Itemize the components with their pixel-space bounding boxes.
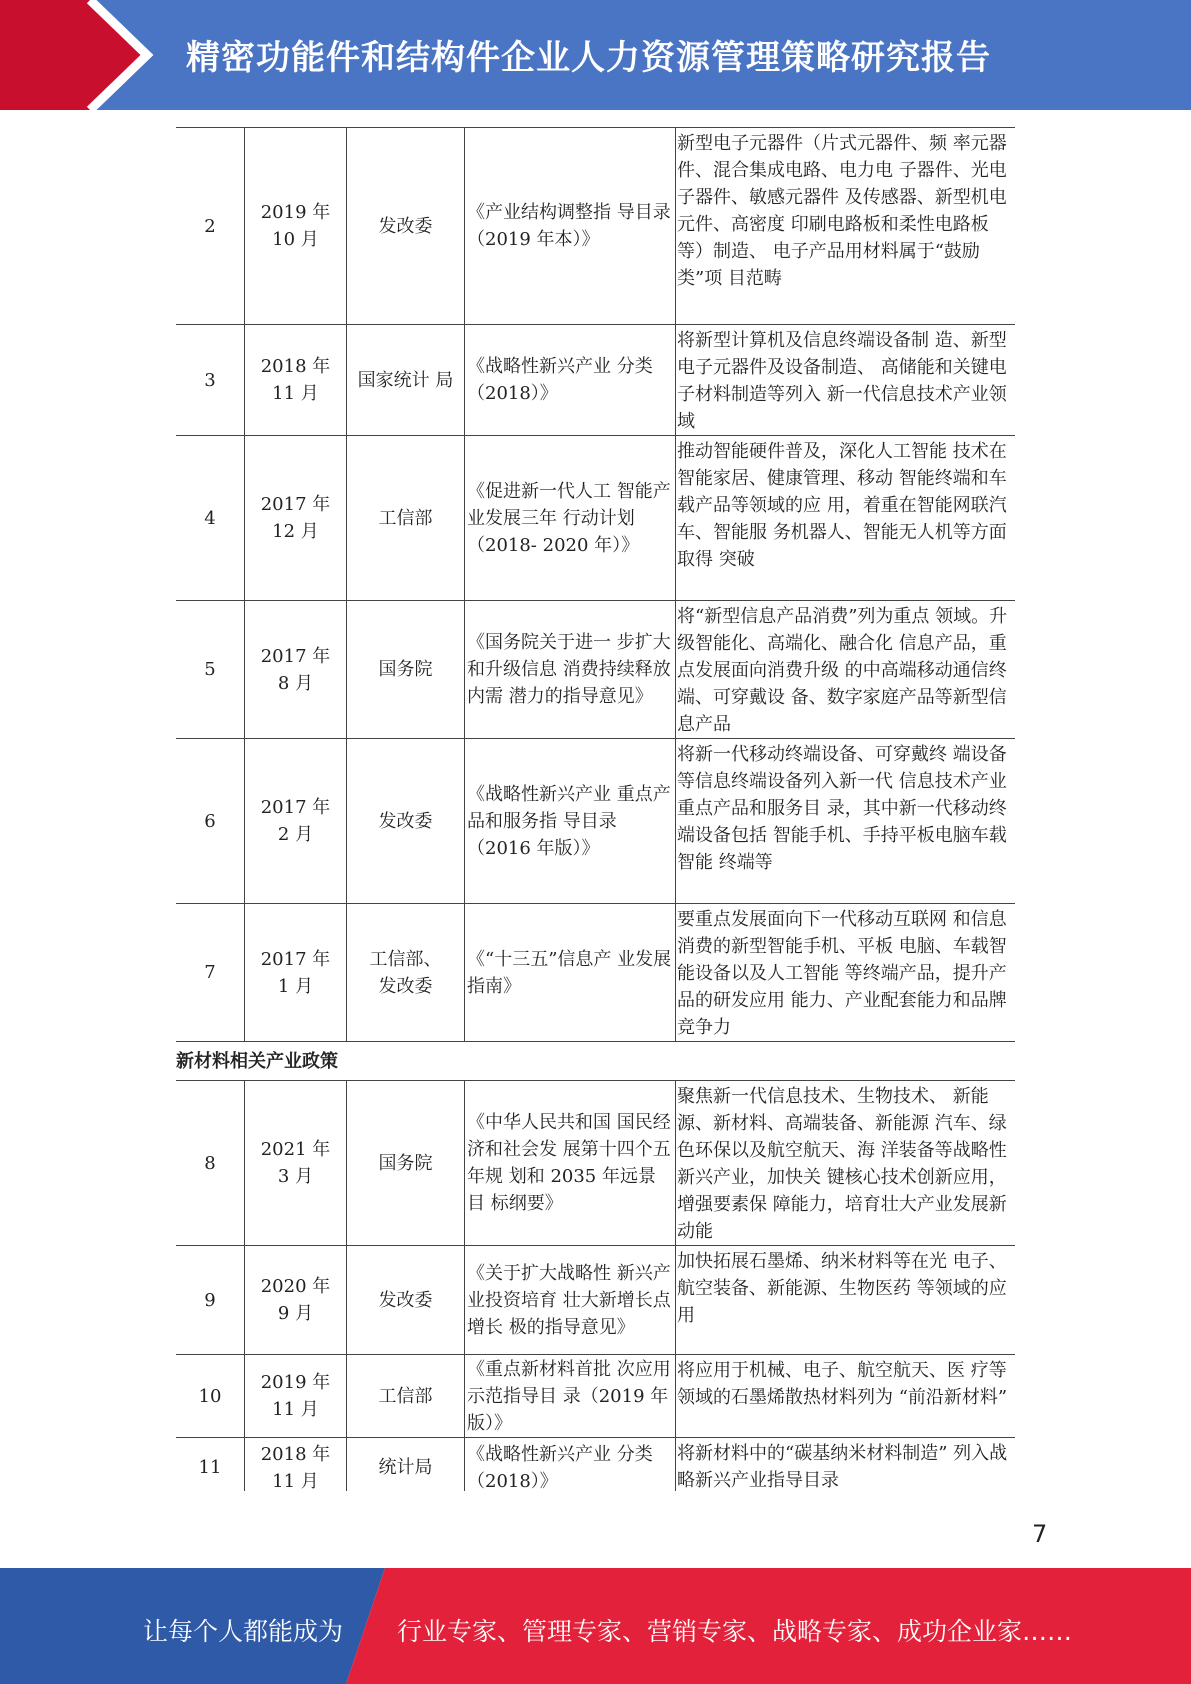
policy-content: 将“新型信息产品消费”列为重点 领域。升级智能化、高端化、融合化 信息产品，重点发展面向消费升级 的中高端移动通信终端、可穿戴设 备、数字家庭产品等新型信息产品 bbox=[677, 606, 1008, 735]
date-cell bbox=[245, 739, 347, 904]
content-cell bbox=[676, 1438, 1016, 1492]
table-row bbox=[176, 1246, 1015, 1355]
policy-content: 将新型计算机及信息终端设备制 造、新型电子元器件及设备制造、 高储能和关键电子材料制造等列入 新一代信息技术产业领域 bbox=[677, 330, 1007, 432]
date-year: 2017 年 bbox=[260, 797, 331, 818]
date-year: 2019 年 bbox=[260, 202, 331, 223]
row-number-cell bbox=[176, 1438, 245, 1492]
org-name: 国务院 bbox=[378, 1152, 433, 1174]
row-number-cell bbox=[176, 601, 245, 739]
document-cell bbox=[465, 325, 676, 436]
row-number-cell bbox=[176, 1246, 245, 1355]
date-year: 2021 年 bbox=[260, 1139, 331, 1160]
table-row bbox=[176, 436, 1015, 601]
date-cell bbox=[245, 1246, 347, 1355]
row-number: 11 bbox=[198, 1457, 222, 1478]
policy-content: 将新一代移动终端设备、可穿戴终 端设备等信息终端设备列入新一代 信息技术产业重点产品和服务目 录，其中新一代移动终端设备包括 智能手机、手持平板电脑车载智能 终端等 bbox=[677, 744, 1007, 873]
content-cell bbox=[676, 128, 1016, 325]
org-cell bbox=[347, 601, 465, 739]
date-year: 2017 年 bbox=[260, 645, 331, 667]
policy-content: 要重点发展面向下一代移动互联网 和信息消费的新型智能手机、平板 电脑、车载智能设备以及人工智能 等终端产品，提升产品的研发应用 能力、产业配套能力和品牌竞争力 bbox=[677, 909, 1007, 1038]
table-row bbox=[176, 904, 1015, 1042]
org-cell bbox=[347, 1438, 465, 1492]
page-footer bbox=[0, 1568, 1191, 1684]
document-title: 《战略性新兴产业 分类（2018）》 bbox=[467, 356, 653, 404]
document-title: 《促进新一代人工 智能产业发展三年 行动计划（2018- 2020 年）》 bbox=[467, 480, 671, 556]
date-month: 11 月 bbox=[272, 1470, 319, 1491]
policy-content: 将应用于机械、电子、航空航天、医 疗等领域的石墨烯散热材料列为 “前沿新材料” bbox=[677, 1360, 1008, 1408]
org-cell bbox=[347, 128, 465, 325]
page-number: 7 bbox=[1032, 1520, 1048, 1548]
content-cell bbox=[676, 739, 1016, 904]
org-cell bbox=[347, 1355, 465, 1438]
row-number-cell bbox=[176, 739, 245, 904]
date-cell bbox=[245, 128, 347, 325]
date-cell bbox=[245, 601, 347, 739]
org-cell bbox=[347, 1081, 465, 1246]
org-cell bbox=[347, 739, 465, 904]
document-cell bbox=[465, 436, 676, 601]
date-year: 2017 年 bbox=[260, 948, 331, 970]
table-row bbox=[176, 739, 1015, 904]
row-number: 3 bbox=[204, 369, 216, 391]
row-number: 4 bbox=[204, 507, 216, 529]
date-cell bbox=[245, 436, 347, 601]
date-cell bbox=[245, 904, 347, 1042]
org-name-2: 发改委 bbox=[378, 975, 433, 997]
content-cell bbox=[676, 601, 1016, 739]
section-row bbox=[176, 1042, 1015, 1081]
date-month: 11 月 bbox=[272, 383, 319, 404]
document-cell bbox=[465, 601, 676, 739]
date-cell bbox=[245, 1081, 347, 1246]
table-row bbox=[176, 1081, 1015, 1246]
org-name: 发改委 bbox=[378, 810, 433, 832]
document-title: 《国务院关于进一 步扩大和升级信息 消费持续释放内需 潜力的指导意见》 bbox=[467, 632, 671, 707]
row-number: 5 bbox=[204, 659, 216, 680]
page-header bbox=[0, 0, 1191, 110]
content-cell bbox=[676, 1246, 1016, 1355]
document-title: 《战略性新兴产业 分类（2018）》 bbox=[467, 1443, 653, 1491]
document-title: 《战略性新兴产业 重点产品和服务指 导目录（2016 年版）》 bbox=[467, 783, 671, 859]
document-cell bbox=[465, 904, 676, 1042]
row-number-cell bbox=[176, 1355, 245, 1438]
header-title: 精密功能件和结构件企业人力资源管理策略研究报告 bbox=[186, 38, 991, 78]
table-row bbox=[176, 325, 1015, 436]
document-cell bbox=[465, 1355, 676, 1438]
date-cell bbox=[245, 1355, 347, 1438]
table-row bbox=[176, 128, 1015, 325]
date-year: 2018 年 bbox=[260, 1443, 331, 1465]
table-row bbox=[176, 1438, 1015, 1492]
content-cell bbox=[676, 904, 1016, 1042]
org-cell bbox=[347, 904, 465, 1042]
date-cell bbox=[245, 1438, 347, 1492]
content-cell bbox=[676, 325, 1016, 436]
table-row bbox=[176, 601, 1015, 739]
document-title: 《“十三五”信息产 业发展指南》 bbox=[467, 948, 672, 997]
content-cell bbox=[676, 436, 1016, 601]
document-title: 《关于扩大战略性 新兴产业投资培育 壮大新增长点增长 极的指导意见》 bbox=[467, 1262, 671, 1338]
policy-content: 将新材料中的“碳基纳米材料制造” 列入战略新兴产业指导目录 bbox=[677, 1443, 1008, 1491]
content-cell bbox=[676, 1081, 1016, 1246]
row-number-cell bbox=[176, 128, 245, 325]
document-cell bbox=[465, 1438, 676, 1492]
document-title: 《产业结构调整指 导目录（2019 年本）》 bbox=[467, 202, 671, 250]
content-cell bbox=[676, 1355, 1016, 1438]
row-number: 7 bbox=[204, 962, 216, 983]
policy-content: 推动智能硬件普及，深化人工智能 技术在智能家居、健康管理、移动 智能终端和车载产品等领域的应 用，着重在智能网联汽车、智能服 务机器人、智能无人机等方面取得 突破 bbox=[677, 441, 1007, 570]
org-name: 工信部、 bbox=[369, 948, 442, 970]
row-number-cell bbox=[176, 904, 245, 1042]
document-cell bbox=[465, 1246, 676, 1355]
row-number: 2 bbox=[204, 215, 216, 237]
org-name: 国家统计 局 bbox=[357, 369, 454, 391]
row-number: 10 bbox=[198, 1385, 222, 1407]
org-name: 工信部 bbox=[378, 507, 433, 529]
date-year: 2018 年 bbox=[260, 356, 331, 377]
policy-content: 新型电子元器件（片式元器件、频 率元器件、混合集成电路、电力电 子器件、光电子器件、敏感元器件 及传感器、新型机电元件、高密度 印刷电路板和柔性电路板等）制造、 电子产品用材料属于“鼓励类”项 目范畴 bbox=[677, 133, 1007, 289]
org-cell bbox=[347, 436, 465, 601]
date-month: 12 月 bbox=[272, 521, 319, 542]
date-month: 1 月 bbox=[277, 975, 314, 997]
document-title: 《重点新材料首批 次应用示范指导目 录（2019 年版）》 bbox=[467, 1358, 671, 1434]
policy-table bbox=[176, 127, 1015, 1491]
org-name: 统计局 bbox=[378, 1457, 433, 1478]
document-cell bbox=[465, 128, 676, 325]
date-month: 11 月 bbox=[272, 1399, 319, 1420]
table-row bbox=[176, 1355, 1015, 1438]
date-month: 2 月 bbox=[277, 824, 314, 845]
row-number: 6 bbox=[204, 810, 216, 832]
row-number-cell bbox=[176, 1081, 245, 1246]
date-month: 8 月 bbox=[277, 672, 314, 694]
date-month: 10 月 bbox=[272, 229, 319, 250]
document-cell bbox=[465, 739, 676, 904]
date-cell bbox=[245, 325, 347, 436]
org-name: 工信部 bbox=[378, 1385, 433, 1407]
date-year: 2019 年 bbox=[260, 1372, 331, 1393]
row-number: 8 bbox=[204, 1152, 216, 1174]
policy-content: 加快拓展石墨烯、纳米材料等在光 电子、航空装备、新能源、生物医药 等领域的应用 bbox=[677, 1251, 1007, 1326]
date-year: 2017 年 bbox=[260, 494, 331, 515]
org-cell bbox=[347, 325, 465, 436]
footer-slogan-right: 行业专家、管理专家、营销专家、战略专家、成功企业家…… bbox=[397, 1617, 1073, 1646]
org-name: 发改委 bbox=[378, 1289, 433, 1311]
org-name: 发改委 bbox=[378, 215, 433, 237]
document-title: 《中华人民共和国 国民经济和社会发 展第十四个五年规 划和 2035 年远景目 标纲要》 bbox=[467, 1112, 671, 1214]
row-number-cell bbox=[176, 325, 245, 436]
date-year: 2020 年 bbox=[260, 1276, 331, 1297]
row-number: 9 bbox=[204, 1289, 216, 1311]
policy-content: 聚焦新一代信息技术、生物技术、 新能源、新材料、高端装备、新能源 汽车、绿色环保以及航空航天、海 洋装备等战略性新兴产业，加快关 键核心技术创新应用，增强要素保 障能力，培育壮大产业发展新动能 bbox=[677, 1086, 1007, 1242]
date-month: 9 月 bbox=[277, 1303, 314, 1324]
footer-slogan-left: 让每个人都能成为 bbox=[143, 1617, 344, 1646]
row-number-cell bbox=[176, 436, 245, 601]
date-month: 3 月 bbox=[277, 1166, 314, 1187]
org-name: 国务院 bbox=[378, 659, 433, 680]
org-cell bbox=[347, 1246, 465, 1355]
document-cell bbox=[465, 1081, 676, 1246]
section-label: 新材料相关产业政策 bbox=[176, 1042, 1015, 1081]
